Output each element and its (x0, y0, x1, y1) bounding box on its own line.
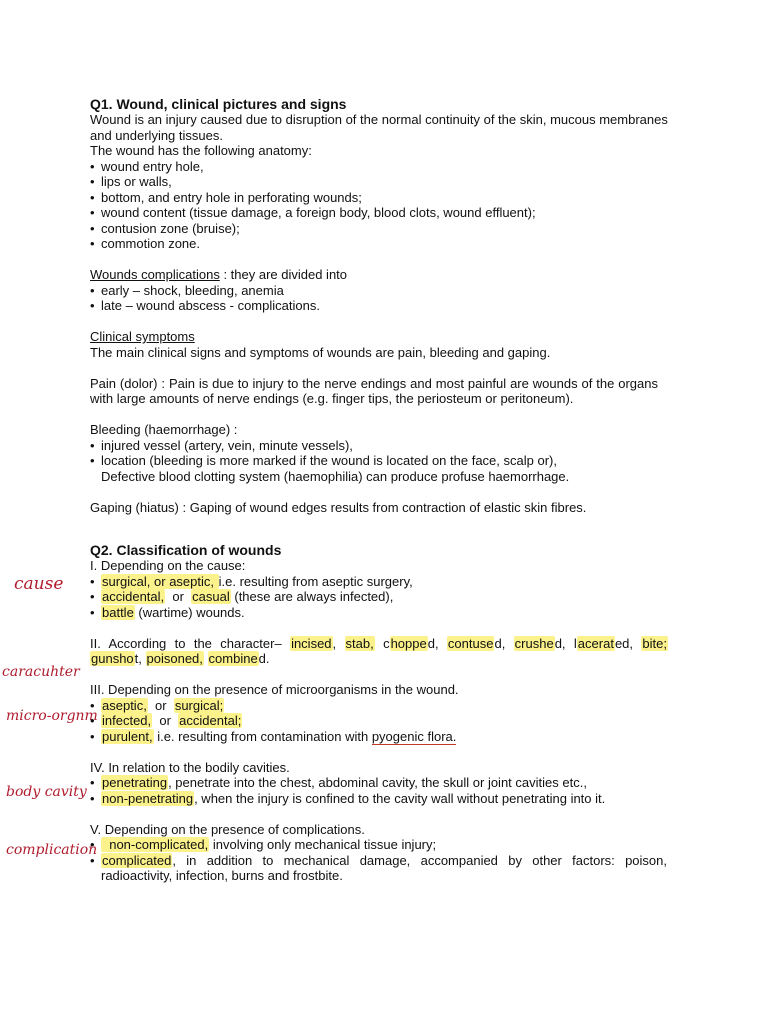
anatomy-list (90, 159, 690, 252)
bleeding-title: Bleeding (haemorrhage) : (90, 422, 238, 437)
highlight: surgical, or aseptic, (102, 573, 218, 589)
s4-title: IV. In relation to the bodily cavities. (90, 759, 290, 775)
text: or (165, 589, 192, 604)
highlight: incised (291, 635, 332, 651)
highlight: complicated (102, 852, 172, 868)
text: t, (134, 651, 142, 666)
highlight: surgical; (174, 697, 224, 713)
s4-list (90, 775, 690, 806)
complications-line (90, 267, 690, 283)
text: involving only mechanical tissue injury; (209, 837, 437, 852)
highlight: gunsho (91, 651, 134, 666)
s5-title: V. Depending on the presence of complications. (90, 821, 365, 837)
highlight: battle (102, 604, 134, 620)
text: , when the injury is confined to the cavity wall without penetrating into it. (194, 790, 606, 806)
highlight: casual (192, 589, 230, 604)
margin-note-cause: cause (14, 574, 64, 594)
highlight: combine (208, 651, 258, 666)
highlight: penetrating (102, 775, 168, 790)
s2-paragraph: II. According to the character– incised, stab, chopped, contused, crushed, lacerated, bite; gunshot, poisoned, combined. (90, 635, 667, 666)
highlight: infected, (102, 713, 152, 728)
list-item (90, 837, 690, 853)
q1-intro: Wound is an injury caused due to disruption of the normal continuity of the skin, mucous membranes and underlying tissues. (90, 112, 668, 143)
margin-note-body-cavity: body cavity (6, 784, 87, 800)
margin-note-micro-organism: micro-orgnm (6, 708, 98, 724)
list-item: • early – shock, bleeding, anemia (90, 283, 690, 299)
list-item (90, 698, 690, 714)
red-underlined-text: pyogenic flora. (371, 728, 457, 744)
q2-title: Q2. Classification of wounds (90, 542, 282, 558)
highlight: stab, (345, 635, 374, 651)
highlight: aseptic, (102, 697, 147, 713)
text: d, (554, 635, 566, 651)
highlight: contuse (447, 635, 494, 651)
list-item: • wound content (tissue damage, a foreign body, blood clots, wound effluent); (90, 205, 690, 221)
s5-list (90, 837, 690, 884)
highlight: purulent, (102, 728, 153, 744)
highlight: acerat (577, 635, 614, 651)
highlight: bite; (642, 635, 667, 651)
text: c (383, 635, 390, 651)
bleeding-list (90, 438, 690, 469)
q1-title: Q1. Wound, clinical pictures and signs (90, 96, 347, 112)
text: (these are always infected), (230, 589, 394, 604)
list-item (90, 853, 667, 884)
text: ed, (614, 635, 634, 651)
text: , penetrate into the chest, abdominal cavity, the skull or joint cavities etc., (168, 775, 587, 790)
highlight: accidental; (179, 713, 242, 728)
pain-paragraph: Pain (dolor) : Pain is due to injury to the nerve endings and most painful are wounds of the organs with large amounts of nerve endings (e.g. finger tips, the periosteum or peritoneum). (90, 375, 658, 406)
list-item: • commotion zone. (90, 236, 690, 252)
list-item: • wound entry hole, (90, 159, 690, 175)
text: or (152, 713, 179, 728)
s3-list (90, 698, 690, 745)
list-item: • injured vessel (artery, vein, minute vessels), (90, 438, 690, 454)
text: d, (494, 635, 506, 651)
list-item: • contusion zone (bruise); (90, 221, 690, 237)
list-item (90, 605, 690, 621)
highlight: poisoned, (146, 651, 203, 666)
s1-list (90, 574, 690, 621)
text: l (573, 635, 577, 651)
list-item (90, 729, 690, 745)
text: II. According to the character– (90, 635, 291, 651)
list-item (90, 589, 690, 605)
text: d. (258, 651, 270, 666)
highlight: accidental, (102, 589, 165, 604)
text: d, (427, 635, 439, 651)
anatomy-intro: The wound has the following anatomy: (90, 143, 312, 158)
highlight: non-complicated, (102, 837, 209, 852)
complications-heading: Wounds complications (90, 267, 220, 282)
clinical-text: The main clinical signs and symptoms of wounds are pain, bleeding and gaping. (90, 344, 551, 360)
bleeding-continuation: Defective blood clotting system (haemophilia) can produce profuse haemorrhage. (101, 468, 570, 484)
list-item: • lips or walls, (90, 174, 690, 190)
list-item (90, 791, 690, 807)
text: i.e. resulting from aseptic surgery, (218, 573, 413, 589)
list-item: • late – wound abscess - complications. (90, 298, 690, 314)
list-item: • location (bleeding is more marked if the wound is located on the face, scalp or), (90, 453, 690, 469)
list-item: • bottom, and entry hole in perforating wounds; (90, 190, 690, 206)
complications-list (90, 283, 690, 314)
text: i.e. resulting from contamination with (153, 728, 372, 744)
highlight: crushe (514, 635, 554, 651)
complications-rest: : they are divided into (219, 267, 348, 282)
text: (wartime) wounds. (134, 604, 245, 620)
highlight: hoppe (390, 635, 427, 651)
document-body (90, 96, 690, 884)
list-item (90, 574, 690, 590)
s3-title: III. Depending on the presence of microorganisms in the wound. (90, 682, 459, 697)
text: , in addition to mechanical damage, accompanied by other factors: poison, radioactivity, infection, burns and frostbite. (101, 852, 667, 883)
s1-title: I. Depending on the cause: (90, 558, 246, 573)
gaping-paragraph: Gaping (hiatus) : Gaping of wound edges results from contraction of elastic skin fibres. (90, 499, 587, 515)
highlight: non-penetrating (102, 790, 194, 806)
list-item (90, 775, 690, 791)
margin-note-complication: complication (6, 842, 98, 858)
clinical-heading: Clinical symptoms (90, 329, 195, 344)
text: or (147, 697, 174, 713)
list-item (90, 713, 690, 729)
margin-note-character: caracuhter (2, 664, 80, 680)
